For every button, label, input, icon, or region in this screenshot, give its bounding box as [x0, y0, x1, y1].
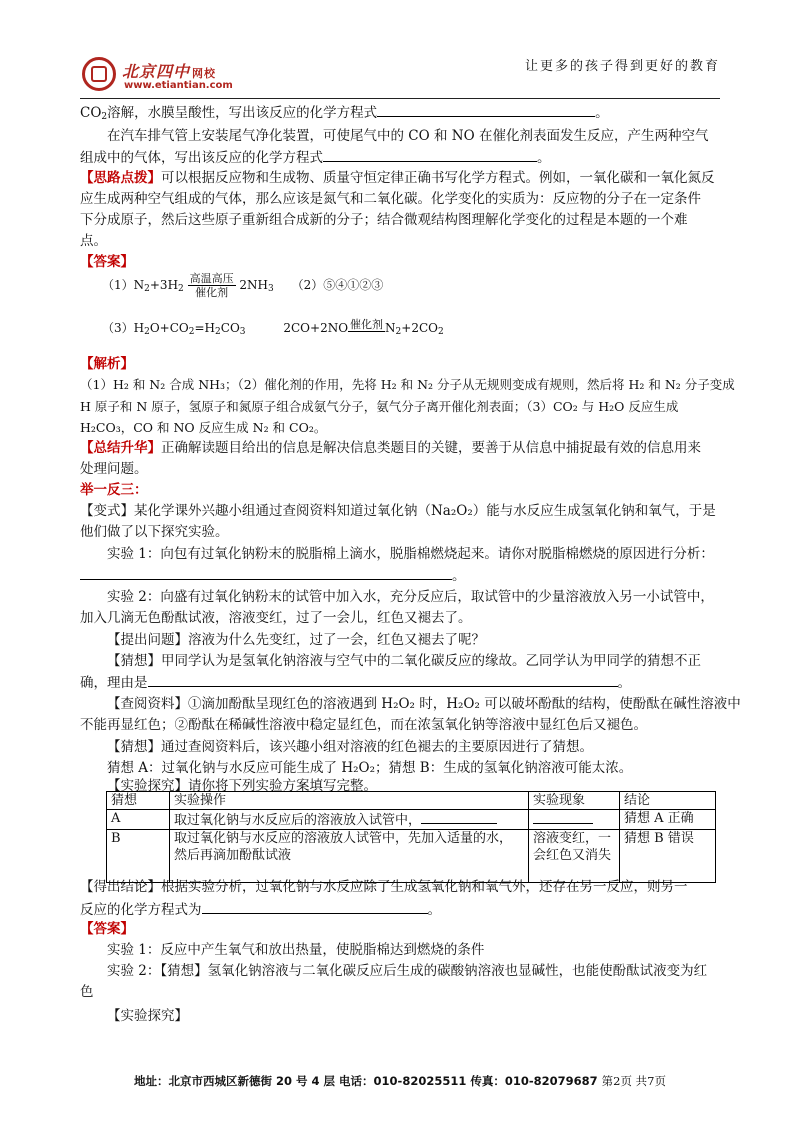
- text-line: 应生成两种空气组成的气体，那么应该是氮气和二氧化碳。化学变化的实质为：反应物的分子在一定条件: [80, 191, 701, 207]
- text-line: 点。: [80, 233, 107, 249]
- text-line: H 原子和 N 原子，氢原子和氮原子组合成氨气分子，氨气分子离开催化剂表面；（3）CO₂ 与 H₂O 反应生成: [80, 399, 679, 414]
- text-line: 【变式】某化学课外兴趣小组通过查阅资料知道过氧化钠（Na₂O₂）能与水反应生成氢氧化钠和氧气，于是: [80, 503, 716, 519]
- text-line: 【实验探究】请你将下列实验方案填写完整。: [107, 778, 377, 794]
- logo-name: 北京四中 网校: [122, 62, 217, 81]
- header-divider: [80, 98, 720, 99]
- page-footer: [0, 1073, 800, 1089]
- logo-url: www.etiantian.com: [124, 80, 233, 91]
- table-cell: B: [107, 830, 170, 883]
- answer-heading: 【答案】: [80, 921, 134, 937]
- text-line: 组成中的气体，写出该反应的化学方程式 。: [80, 150, 551, 166]
- table-row: [107, 810, 716, 830]
- text-line: 【实验探究】: [107, 1008, 188, 1024]
- text-line: 【提出问题】溶液为什么先变红，过了一会，红色又褪去了呢？: [107, 632, 485, 648]
- table-header-row: [107, 792, 716, 810]
- table-header: 实验现象: [529, 792, 620, 810]
- table-cell: 取过氧化钠与水反应的溶液放人试管中，先加入适量的水，然后再滴加酚酞试液: [170, 830, 529, 883]
- text-line: 实验 1：向包有过氧化钠粉末的脱脂棉上滴水，脱脂棉燃烧起来。请你对脱脂棉燃烧的原因进行分析：: [107, 546, 714, 562]
- text-line: 猜想 A：过氧化钠与水反应可能生成了 H₂O₂；猜想 B：生成的氢氧化钠溶液可能太浓。: [107, 760, 633, 776]
- table-header: 实验操作: [170, 792, 529, 810]
- table-row: [107, 830, 716, 883]
- text-line: 不能再显红色；②酚酞在稀碱性溶液中稳定显红色，而在浓氢氧化钠等溶液中显红色后又褪色。: [80, 717, 647, 733]
- footer-address: 地址：北京市西城区新德街 20 号 4 层 电话：010-82025511 传真：010-82079687: [134, 1074, 598, 1088]
- section-heading: 举一反三：: [80, 482, 148, 498]
- table-header: 猜想: [107, 792, 170, 810]
- text-line: （1）H₂ 和 N₂ 合成 NH₃；（2）催化剂的作用，先将 H₂ 和 N₂ 分子从无规则变成有规则，然后将 H₂ 和 N₂ 分子变成: [80, 377, 735, 392]
- text-line: 实验 2：【猜想】氢氧化钠溶液与二氧化碳反应后生成的碳酸钠溶液也显碱性，也能使酚酞试液变为红: [107, 963, 708, 979]
- text-line: 确，理由是 。: [80, 675, 631, 691]
- reaction-condition: 高温高压 催化剂: [189, 272, 234, 299]
- table-cell: A: [107, 810, 170, 830]
- text-line: 【总结升华】正确解读题目给出的信息是解决信息类题目的关键，要善于从信息中捕捉最有效的信息用来: [80, 440, 701, 456]
- text-line: 【得出结论】根据实验分析，过氧化钠与水反应除了生成氢氧化钠和氧气外，还存在另一反应，则另一: [80, 879, 688, 895]
- answer-heading: 【答案】: [80, 254, 134, 270]
- header-slogan: 让更多的孩子得到更好的教育: [524, 59, 720, 74]
- text-line: 。: [80, 566, 720, 586]
- reaction-condition: 催化剂: [350, 318, 384, 331]
- text-line: 【猜想】甲同学认为是氢氧化钠溶液与空气中的二氧化碳反应的缘故。乙同学认为甲同学的猜想不正: [107, 653, 701, 669]
- text-line: 在汽车排气管上安装尾气净化装置，可使尾气中的 CO 和 NO 在催化剂表面发生反应，产生两种空气: [107, 128, 709, 144]
- table-cell: [529, 810, 620, 830]
- answer-3: $(3)H_2O+CO_2=H_2CO_3$ 2CO+2NO 催化剂 $N_2+2CO_2$: [102, 318, 444, 337]
- text-line: 实验 2：向盛有过氧化钠粉末的试管中加入水，充分反应后，取试管中的少量溶液放入另一小试管中，: [107, 589, 714, 605]
- text-line: H₂CO₃，CO 和 NO 反应生成 N₂ 和 CO₂。: [80, 420, 327, 435]
- text-line: 他们做了以下探究实验。: [80, 524, 229, 540]
- text-line: 【思路点拨】可以根据反应物和生成物、质量守恒定律正确书写化学方程式。例如，一氧化碳和一氧化氮反: [80, 170, 715, 186]
- page-number: 第2页 共7页: [601, 1074, 666, 1088]
- text-line: 【猜想】通过查阅资料后，该兴趣小组对溶液的红色褪去的主要原因进行了猜想。: [107, 739, 593, 755]
- text-line: 下分成原子，然后这些原子重新组合成新的分子；结合微观结构图理解化学变化的过程是本题的一个难: [80, 212, 688, 228]
- text-line: 色: [80, 984, 94, 1000]
- text-line: 实验 1：反应中产生氧气和放出热量，使脱脂棉达到燃烧的条件: [107, 942, 485, 958]
- table-cell: 猜想 B 错误: [620, 830, 716, 883]
- logo-icon: [82, 57, 116, 91]
- text-line: 反应的化学方程式为 。: [80, 902, 441, 918]
- table-cell: 猜想 A 正确: [620, 810, 716, 830]
- experiment-table: [106, 791, 716, 883]
- text-line: $CO_2$溶解，水膜呈酸性，写出该反应的化学方程式 。: [80, 105, 609, 122]
- table-header: 结论: [620, 792, 716, 810]
- answer-1: $(1)N_2+3H_2$ 高温高压 催化剂 $2NH_3$ （2）⑤④①②③: [102, 272, 384, 299]
- text-line: 加入几滴无色酚酞试液，溶液变红，过了一会儿，红色又褪去了。: [80, 610, 472, 626]
- text-line: 【查阅资料】①滴加酚酞呈现红色的溶液遇到 H₂O₂ 时，H₂O₂ 可以破坏酚酞的结构，使酚酞在碱性溶液中: [107, 696, 741, 712]
- page-header: [80, 55, 720, 101]
- table-cell: 溶液变红，一会红色又消失: [529, 830, 620, 883]
- table-cell: 取过氧化钠与水反应后的溶液放入试管中，: [170, 810, 529, 830]
- analysis-heading: 【解析】: [80, 356, 134, 372]
- text-line: 处理问题。: [80, 461, 148, 477]
